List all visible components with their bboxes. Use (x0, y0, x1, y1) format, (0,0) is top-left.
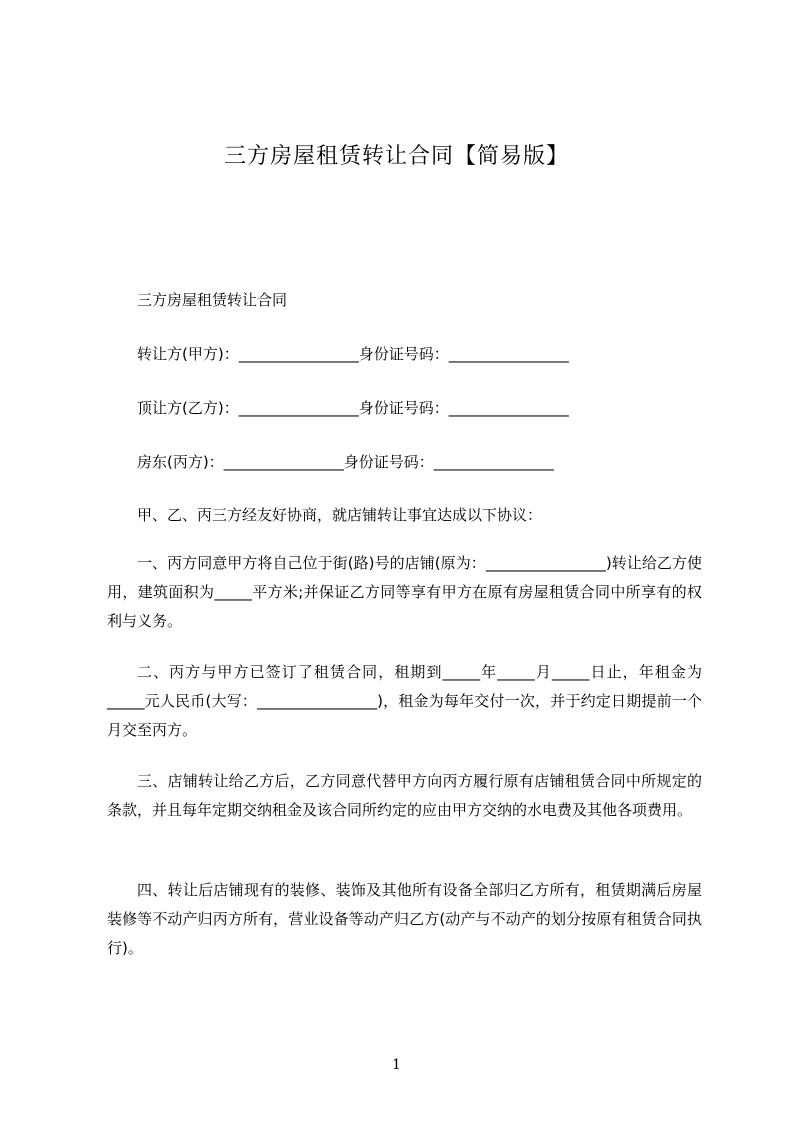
intro-text: 甲、乙、丙三方经友好协商，就店铺转让事宜达成以下协议： (137, 506, 543, 524)
clause-1: 一、丙方同意甲方将自己位于街(路)号的店铺(原为：________________)转让给乙方使用，建筑面积为_____平方米;并保证乙方同等享有甲方在原有房屋租赁合同中所享有的权利与义务。 (107, 554, 702, 630)
clause-3: 三、店铺转让给乙方后，乙方同意代替甲方向丙方履行原有店铺租赁合同中所规定的条款，并且每年定期交纳租金及该合同所约定的应由甲方交纳的水电费及其他各项费用。 (107, 772, 702, 819)
clause-4: 四、转让后店铺现有的装修、装饰及其他所有设备全部归乙方所有，租赁期满后房屋装修等不动产归丙方所有，营业设备等动产归乙方(动产与不动产的划分按原有租赁合同执行)。 (107, 881, 702, 957)
clause-2: 二、丙方与甲方已签订了租赁合同，租期到_____年_____月_____日止，年租金为_____元人民币(大写：________________)，租金为每年交付一次，并于约定日期提前一个月交至丙方。 (107, 663, 702, 739)
document-title: 三方房屋租赁转让合同【简易版】 (223, 144, 569, 169)
page-number: 1 (392, 1057, 401, 1073)
contract-subtitle: 三方房屋租赁转让合同 (137, 291, 288, 309)
party-b-line: 顶让方(乙方)：________________身份证号码：________________ (137, 399, 569, 417)
party-c-line: 房东(丙方)：________________身份证号码：________________ (137, 453, 554, 471)
party-a-line: 转让方(甲方)：________________身份证号码：________________ (137, 345, 569, 363)
